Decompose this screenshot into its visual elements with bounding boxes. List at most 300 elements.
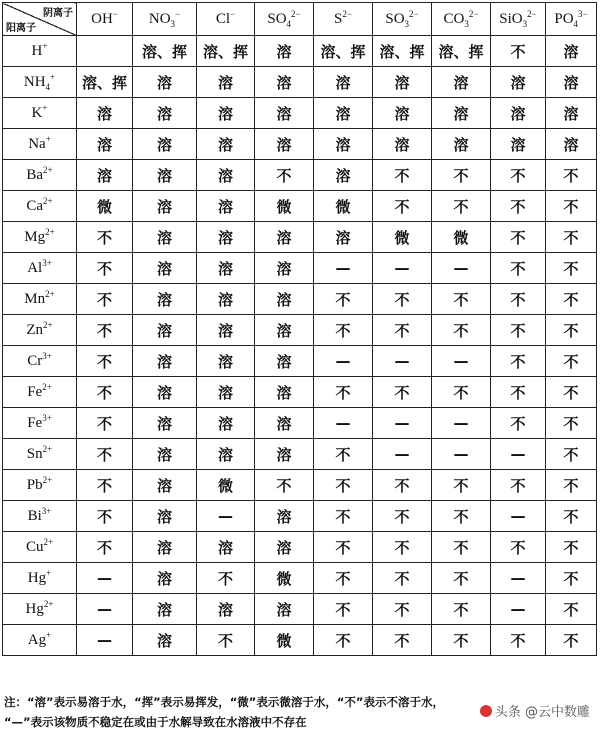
solubility-cell: 溶	[133, 160, 197, 191]
solubility-cell: 溶、挥	[133, 36, 197, 67]
cation-formula	[26, 474, 53, 493]
anion-formula	[385, 8, 419, 29]
solubility-cell: 不	[491, 222, 546, 253]
table-row	[3, 346, 597, 377]
solubility-cell: 不	[491, 408, 546, 439]
solubility-cell: 溶	[77, 98, 133, 129]
solubility-cell: 不	[432, 532, 491, 563]
ion-symbol: Cr	[27, 352, 43, 369]
anion-formula	[554, 8, 588, 29]
solubility-cell: 溶	[546, 129, 597, 160]
cation-formula	[31, 102, 48, 121]
ion-charge: 3+	[41, 505, 52, 516]
ion-charge: 3+	[42, 257, 52, 268]
ion-charge: 2+	[43, 195, 53, 206]
solubility-cell: 溶	[255, 315, 314, 346]
cation-formula	[27, 505, 52, 524]
table-row	[3, 377, 597, 408]
solubility-cell: 不	[314, 470, 373, 501]
ion-symbol: Mg	[24, 228, 46, 245]
anion-header-row	[3, 3, 597, 36]
solubility-cell: 溶	[546, 36, 597, 67]
anion-header-so4	[255, 3, 314, 36]
solubility-cell: —	[77, 563, 133, 594]
cation-formula	[24, 226, 55, 245]
solubility-cell: 溶	[432, 98, 491, 129]
cation-formula	[25, 536, 54, 555]
solubility-cell: 不	[432, 284, 491, 315]
ion-symbol: SiO	[499, 10, 523, 27]
solubility-cell: 不	[314, 625, 373, 656]
ion-symbol: Cu	[25, 538, 44, 555]
ion-symbol: Na	[28, 135, 46, 152]
table-row	[3, 470, 597, 501]
cation-header	[3, 563, 77, 594]
solubility-cell: —	[314, 346, 373, 377]
cation-formula	[27, 350, 52, 369]
ion-subscript: 3	[170, 18, 176, 29]
anion-header-s	[314, 3, 373, 36]
solubility-cell: —	[491, 439, 546, 470]
solubility-cell: 不	[77, 501, 133, 532]
table-row	[3, 36, 597, 67]
cation-header	[3, 222, 77, 253]
ion-symbol: Hg	[25, 600, 44, 617]
anion-header-no3	[133, 3, 197, 36]
cation-header	[3, 253, 77, 284]
solubility-cell: 不	[373, 470, 432, 501]
cation-header	[3, 36, 77, 67]
solubility-cell: 溶	[197, 191, 255, 222]
solubility-cell: —	[373, 408, 432, 439]
solubility-cell: 不	[314, 284, 373, 315]
ion-charge: +	[42, 40, 48, 51]
table-row	[3, 439, 597, 470]
solubility-cell: 溶	[314, 222, 373, 253]
solubility-cell: 不	[546, 284, 597, 315]
solubility-cell: 溶	[133, 594, 197, 625]
cation-header	[3, 284, 77, 315]
ion-symbol: Hg	[27, 569, 47, 586]
solubility-cell: 溶	[255, 346, 314, 377]
ion-charge: +	[50, 71, 56, 82]
ion-charge: 3+	[42, 412, 52, 423]
solubility-cell: 不	[77, 284, 133, 315]
anion-formula	[91, 8, 118, 27]
footnote-line-2: “—”表示该物质不稳定在或由于水解导致在水溶液中不存在	[4, 715, 307, 729]
cation-header	[3, 470, 77, 501]
solubility-cell: 不	[432, 501, 491, 532]
solubility-cell: 溶	[197, 346, 255, 377]
solubility-cell: 溶	[255, 439, 314, 470]
solubility-cell: —	[432, 253, 491, 284]
solubility-cell: 微	[77, 191, 133, 222]
solubility-cell: 溶	[133, 470, 197, 501]
solubility-cell: 溶	[255, 594, 314, 625]
solubility-cell: 溶	[255, 501, 314, 532]
solubility-cell: —	[491, 501, 546, 532]
solubility-cell: 不	[546, 377, 597, 408]
solubility-cell: 微	[255, 563, 314, 594]
solubility-cell: 不	[314, 532, 373, 563]
ion-symbol: Sn	[26, 445, 43, 462]
solubility-cell: 不	[546, 408, 597, 439]
anion-header-po4	[546, 3, 597, 36]
ion-charge: +	[42, 102, 48, 113]
solubility-cell: 溶	[546, 67, 597, 98]
table-row	[3, 98, 597, 129]
solubility-cell: 不	[373, 160, 432, 191]
solubility-cell: 溶	[197, 594, 255, 625]
solubility-cell: 不	[373, 532, 432, 563]
cation-formula	[24, 288, 55, 307]
ion-symbol: Ca	[26, 197, 44, 214]
solubility-cell: 不	[491, 160, 546, 191]
solubility-cell: 不	[546, 532, 597, 563]
ion-charge: 2+	[43, 319, 53, 330]
solubility-cell: 溶	[133, 408, 197, 439]
solubility-cell: 不	[373, 377, 432, 408]
solubility-cell: 不	[546, 160, 597, 191]
solubility-cell: 溶	[314, 129, 373, 160]
ion-charge: 2−	[342, 8, 352, 19]
solubility-cell: 溶	[432, 129, 491, 160]
anion-header-oh	[77, 3, 133, 36]
solubility-cell: 溶	[432, 67, 491, 98]
solubility-cell: —	[314, 253, 373, 284]
anion-header-sio3	[491, 3, 546, 36]
solubility-cell: 不	[546, 439, 597, 470]
ion-charge: +	[45, 133, 51, 144]
cation-formula	[27, 567, 52, 586]
solubility-cell: 不	[197, 563, 255, 594]
table-row	[3, 191, 597, 222]
ion-charge: 2+	[45, 288, 55, 299]
solubility-cell: 不	[491, 253, 546, 284]
ion-symbol: SO	[267, 10, 287, 27]
solubility-cell: 不	[77, 377, 133, 408]
solubility-cell: 溶	[133, 625, 197, 656]
footnote-line-1: 注：“溶”表示易溶于水，“挥”表示易挥发，“微”表示微溶于水，“不”表示不溶于水，	[4, 695, 444, 709]
cation-formula	[25, 598, 54, 617]
solubility-cell: —	[432, 408, 491, 439]
solubility-cell: 微	[255, 625, 314, 656]
watermark	[476, 700, 594, 721]
solubility-cell: 不	[491, 346, 546, 377]
solubility-cell: 不	[373, 315, 432, 346]
watermark-text: 头条 @云中数雕	[494, 705, 590, 720]
solubility-cell: 溶	[314, 67, 373, 98]
table-row	[3, 222, 597, 253]
ion-charge: −	[175, 8, 181, 19]
ion-subscript: 3	[404, 18, 410, 29]
cation-header	[3, 408, 77, 439]
solubility-cell: 溶	[197, 377, 255, 408]
ion-symbol: OH	[91, 10, 113, 27]
solubility-cell: 溶	[133, 501, 197, 532]
solubility-cell: 不	[546, 501, 597, 532]
solubility-cell: 不	[432, 160, 491, 191]
cation-corner-label: 阳离子	[6, 23, 36, 34]
ion-charge: 2−	[291, 8, 301, 19]
solubility-cell: 不	[373, 284, 432, 315]
table-row	[3, 67, 597, 98]
solubility-cell: 不	[432, 315, 491, 346]
ion-symbol: CO	[443, 10, 465, 27]
table-row	[3, 408, 597, 439]
solubility-cell: 溶	[197, 160, 255, 191]
cation-formula	[23, 71, 56, 92]
solubility-cell: 溶	[255, 67, 314, 98]
ion-charge: 2+	[43, 598, 54, 609]
solubility-cell: 溶	[133, 129, 197, 160]
solubility-cell: 不	[77, 315, 133, 346]
solubility-cell: 不	[432, 191, 491, 222]
cation-header	[3, 129, 77, 160]
solubility-cell: 微	[314, 191, 373, 222]
ion-symbol: PO	[554, 10, 574, 27]
solubility-cell: 不	[491, 191, 546, 222]
table-row	[3, 315, 597, 346]
table-row	[3, 129, 597, 160]
anion-formula	[334, 8, 352, 27]
ion-symbol: Al	[27, 259, 43, 276]
solubility-cell: —	[432, 346, 491, 377]
solubility-cell: 不	[373, 563, 432, 594]
ion-symbol: S	[334, 10, 343, 27]
solubility-cell: 溶	[133, 563, 197, 594]
solubility-cell: 溶	[255, 222, 314, 253]
solubility-cell: 微	[197, 470, 255, 501]
solubility-cell: 不	[77, 439, 133, 470]
anion-formula	[443, 8, 479, 29]
solubility-table	[2, 2, 597, 656]
ion-charge: +	[46, 567, 52, 578]
solubility-cell: 溶	[255, 408, 314, 439]
solubility-cell	[77, 36, 133, 67]
anion-header-co3	[432, 3, 491, 36]
table-row	[3, 594, 597, 625]
ion-subscript: 3	[522, 18, 528, 29]
solubility-cell: 溶	[197, 67, 255, 98]
solubility-cell: 不	[314, 439, 373, 470]
solubility-cell: 不	[546, 625, 597, 656]
solubility-cell: 微	[432, 222, 491, 253]
solubility-cell: 不	[491, 532, 546, 563]
ion-symbol: Fe	[27, 383, 43, 400]
cation-header	[3, 532, 77, 563]
solubility-cell: 不	[432, 625, 491, 656]
solubility-cell: 不	[314, 594, 373, 625]
ion-charge: 2−	[527, 8, 537, 19]
solubility-cell: 不	[491, 284, 546, 315]
table-row	[3, 284, 597, 315]
cation-header	[3, 98, 77, 129]
cation-formula	[28, 133, 51, 152]
solubility-cell: 溶	[133, 439, 197, 470]
ion-subscript: 4	[45, 81, 51, 92]
table-row	[3, 563, 597, 594]
solubility-cell: 溶	[133, 222, 197, 253]
cation-header	[3, 346, 77, 377]
ion-symbol: NH	[23, 73, 46, 90]
ion-symbol: Ag	[27, 631, 47, 648]
ion-symbol: Ba	[26, 166, 44, 183]
anion-corner-label: 阴离子	[43, 8, 73, 19]
solubility-cell: 溶	[77, 160, 133, 191]
cation-formula	[26, 195, 53, 214]
cation-formula	[31, 40, 48, 59]
solubility-cell: 不	[77, 253, 133, 284]
cation-header	[3, 625, 77, 656]
solubility-cell: 溶	[197, 222, 255, 253]
solubility-cell: 不	[432, 594, 491, 625]
solubility-cell: 不	[491, 315, 546, 346]
solubility-cell: —	[373, 346, 432, 377]
solubility-cell: 溶	[197, 98, 255, 129]
table-row	[3, 501, 597, 532]
solubility-cell: 不	[432, 470, 491, 501]
anion-header-cl	[197, 3, 255, 36]
anion-formula	[148, 8, 181, 29]
solubility-cell: 溶	[133, 346, 197, 377]
solubility-cell: 溶	[255, 253, 314, 284]
solubility-cell: 溶	[197, 408, 255, 439]
solubility-cell: 溶、挥	[373, 36, 432, 67]
solubility-cell: 不	[432, 377, 491, 408]
ion-charge: 2+	[42, 443, 53, 454]
ion-charge: +	[46, 629, 52, 640]
solubility-cell: 溶、挥	[77, 67, 133, 98]
solubility-cell: 溶	[133, 191, 197, 222]
solubility-cell: 不	[491, 625, 546, 656]
solubility-cell: 溶	[197, 532, 255, 563]
solubility-cell: 溶	[373, 98, 432, 129]
solubility-cell: 不	[546, 563, 597, 594]
cation-header	[3, 191, 77, 222]
solubility-cell: —	[373, 253, 432, 284]
solubility-cell: 溶	[133, 377, 197, 408]
solubility-cell: 溶	[133, 532, 197, 563]
solubility-cell: 溶	[255, 532, 314, 563]
ion-subscript: 4	[286, 18, 292, 29]
solubility-cell: 不	[77, 346, 133, 377]
ion-charge: −	[230, 8, 236, 19]
solubility-cell: 溶	[255, 129, 314, 160]
solubility-cell: 溶	[197, 129, 255, 160]
solubility-cell: 溶	[314, 98, 373, 129]
ion-symbol: Bi	[27, 507, 42, 524]
solubility-cell: 溶、挥	[432, 36, 491, 67]
solubility-cell: —	[491, 594, 546, 625]
cation-formula	[26, 319, 53, 338]
solubility-cell: 不	[546, 470, 597, 501]
solubility-cell: 不	[546, 346, 597, 377]
solubility-cell: —	[373, 439, 432, 470]
solubility-cell: 不	[373, 594, 432, 625]
cation-formula	[26, 443, 53, 462]
solubility-cell: 不	[546, 594, 597, 625]
cation-formula	[27, 412, 52, 431]
solubility-cell: 溶、挥	[197, 36, 255, 67]
ion-charge: −	[112, 8, 118, 19]
solubility-cell: 溶	[197, 315, 255, 346]
ion-charge: 3+	[42, 350, 52, 361]
solubility-cell: 不	[255, 160, 314, 191]
ion-charge: 2−	[468, 8, 479, 19]
cation-formula	[27, 257, 52, 276]
anion-formula	[215, 8, 236, 27]
corner-cell	[3, 3, 77, 36]
solubility-cell: 不	[491, 470, 546, 501]
solubility-cell: 溶	[197, 284, 255, 315]
solubility-cell: 溶	[197, 439, 255, 470]
solubility-cell: 溶	[546, 98, 597, 129]
ion-symbol: Pb	[26, 476, 43, 493]
ion-charge: 2+	[42, 474, 53, 485]
anion-formula	[499, 8, 537, 29]
solubility-cell: —	[77, 625, 133, 656]
cation-formula	[27, 381, 52, 400]
solubility-cell: 不	[373, 501, 432, 532]
solubility-cell: 不	[77, 532, 133, 563]
ion-symbol: SO	[385, 10, 405, 27]
solubility-cell: 溶	[133, 253, 197, 284]
solubility-cell: 溶	[255, 36, 314, 67]
solubility-cell: 不	[491, 377, 546, 408]
table-row	[3, 532, 597, 563]
ion-charge: 2−	[409, 8, 419, 19]
solubility-cell: 溶	[255, 98, 314, 129]
solubility-cell: 溶	[77, 129, 133, 160]
cation-header	[3, 377, 77, 408]
solubility-cell: 不	[314, 377, 373, 408]
solubility-cell: 溶	[133, 284, 197, 315]
solubility-cell: —	[491, 563, 546, 594]
cation-header	[3, 315, 77, 346]
ion-symbol: Zn	[26, 321, 44, 338]
ion-symbol: NO	[148, 10, 171, 27]
solubility-cell: —	[197, 501, 255, 532]
solubility-cell: 不	[373, 625, 432, 656]
ion-charge: 2+	[45, 226, 55, 237]
ion-charge: 2+	[43, 164, 53, 175]
solubility-cell: 不	[255, 470, 314, 501]
cation-header	[3, 594, 77, 625]
cation-header	[3, 439, 77, 470]
cation-header	[3, 67, 77, 98]
ion-subscript: 3	[464, 18, 469, 29]
solubility-cell: 溶	[133, 67, 197, 98]
ion-symbol: Cl	[215, 10, 231, 27]
solubility-cell: 溶	[491, 67, 546, 98]
solubility-cell: 不	[314, 315, 373, 346]
watermark-logo-icon	[480, 705, 492, 717]
ion-charge: 3−	[578, 8, 588, 19]
solubility-cell: 溶	[197, 253, 255, 284]
cation-formula	[26, 164, 53, 183]
ion-symbol: Mn	[24, 290, 46, 307]
ion-symbol: K	[31, 104, 43, 121]
solubility-cell: 溶	[373, 129, 432, 160]
ion-charge: 2+	[42, 381, 52, 392]
solubility-cell: 不	[546, 253, 597, 284]
ion-subscript: 4	[573, 18, 579, 29]
solubility-cell: 不	[373, 191, 432, 222]
solubility-cell: 不	[197, 625, 255, 656]
solubility-cell: 不	[77, 470, 133, 501]
ion-symbol: Fe	[27, 414, 43, 431]
